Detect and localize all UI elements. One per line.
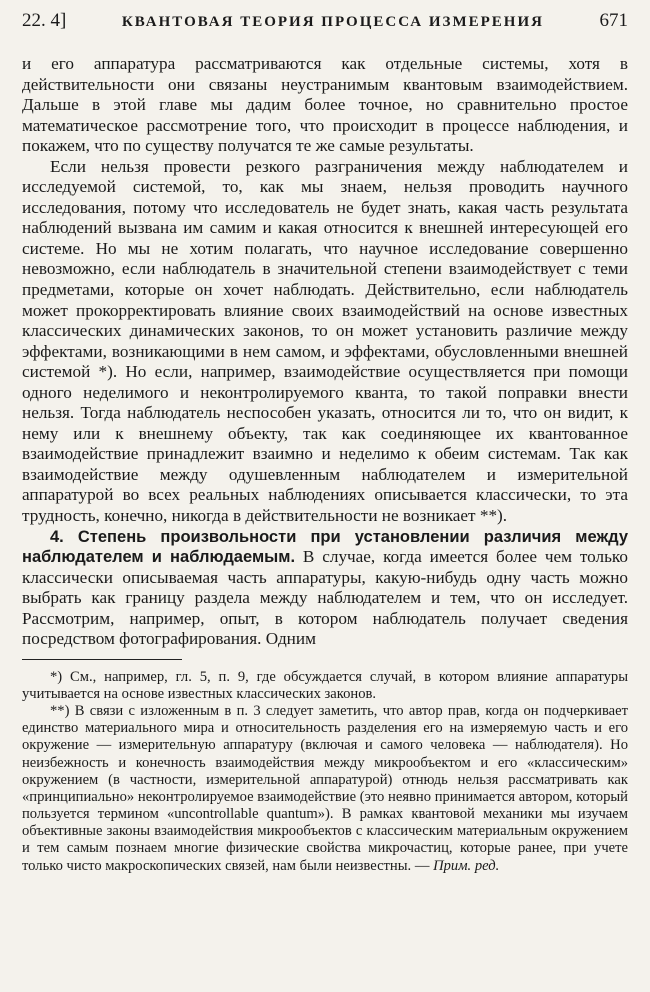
footnote-2: [22, 703, 628, 875]
section-reference: 22. 4]: [22, 10, 67, 31]
paragraph-continued: и его аппаратура рассматриваются как отдельные системы, хотя в действительности они связаны неустранимым квантовым взаимодействием. Дальше в этой главе мы дадим более точное, но сравнительно простое математическое рассмотрение того, что происходит в процессе наблюдения, и покажем, что по существу получатся те же самые результаты.: [22, 54, 628, 156]
footnote-divider: [22, 659, 182, 660]
section-text: В случае, когда имеется более чем только классически описываемая часть аппаратуры, какую-нибудь одну часть можно выбрать как границу раздела между наблюдателем и тем, что он исследует. Рассмотрим, например, опыт, в котором наблюдатель получает сведения посредством фотографирования. Одним: [22, 547, 629, 649]
page-number: 671: [599, 10, 628, 31]
section-heading: 4. Степень произвольности при установлении различия между наблюдателем и наблюдаемым.: [22, 527, 628, 567]
paragraph-observer-distinction: Если нельзя провести резкого разграничения между наблюдателем и исследуемой системой, то, как мы знаем, нельзя проводить научного исследования, потому что исследователь не будет знать, какая часть результата наблюдений вызвана им самим и какая относится к внешней интересующей его системе. Но мы не хотим полагать, что научное исследование совершенно невозможно, если наблюдатель в значительной степени взаимодействует с теми предметами, которые он хочет наблюдать. Действительно, если наблюдатель может прокорректировать влияние своих взаимодействий на основе известных классических динамических законов, то он может установить различие между эффектами, возникающими в нем самом, и эффектами, обусловленными внешней системой *). Но если, например, взаимодействие осуществляется при помощи одного неделимого и неконтролируемого кванта, то такой поправки внести нельзя. Тогда наблюдатель неспособен указать, относится ли то, что он видит, к нему или к внешнему объекту, так как соединяющее их квантованное взаимодействие принадлежит взаимно и неделимо к обеим системам. Так как взаимодействие между одушевленным наблюдателем и измерительной аппаратурой во всех реальных наблюдениях описывается классически, то эта трудность, конечно, никогда в действительности не возникает **).: [22, 156, 628, 526]
footnotes: [22, 669, 628, 875]
running-title: КВАНТОВАЯ ТЕОРИЯ ПРОЦЕССА ИЗМЕРЕНИЯ: [121, 14, 544, 30]
footnote-2-text: **) В связи с изложенным в п. 3 следует заметить, что автор прав, когда он подчеркивает единство материального мира и относительность разделения его на измеряемую часть и его окружение — измерительную аппаратуру (включая и самого человека — наблюдателя). Но неизбежность и конечность взаимодействия между микрообъектом и его «классическим» окружением (в частности, измерительной аппаратурой) отнюдь нельзя рассматривать как «принципиально» неконтролируемое взаимодействие (это неявно принимается автором, который пользуется термином «uncontrollable quantum»). В рамках квантовой механики мы изучаем объективные законы взаимодействия микрообъектов с классическим материальным окружением и тем самым познаем многие физические свойства микрочастиц, которые ранее, при учете только чисто макроскопических связей, нам были неизвестны. —: [22, 703, 628, 874]
paragraph-section-4: [22, 527, 628, 650]
page-header: [22, 10, 628, 46]
main-text: [22, 54, 628, 650]
editor-note-signature: Прим. ред.: [433, 857, 500, 874]
footnote-1: *) См., например, гл. 5, п. 9, где обсуждается случай, в котором влияние аппаратуры учитывается на основе известных классических законов.: [22, 668, 628, 703]
